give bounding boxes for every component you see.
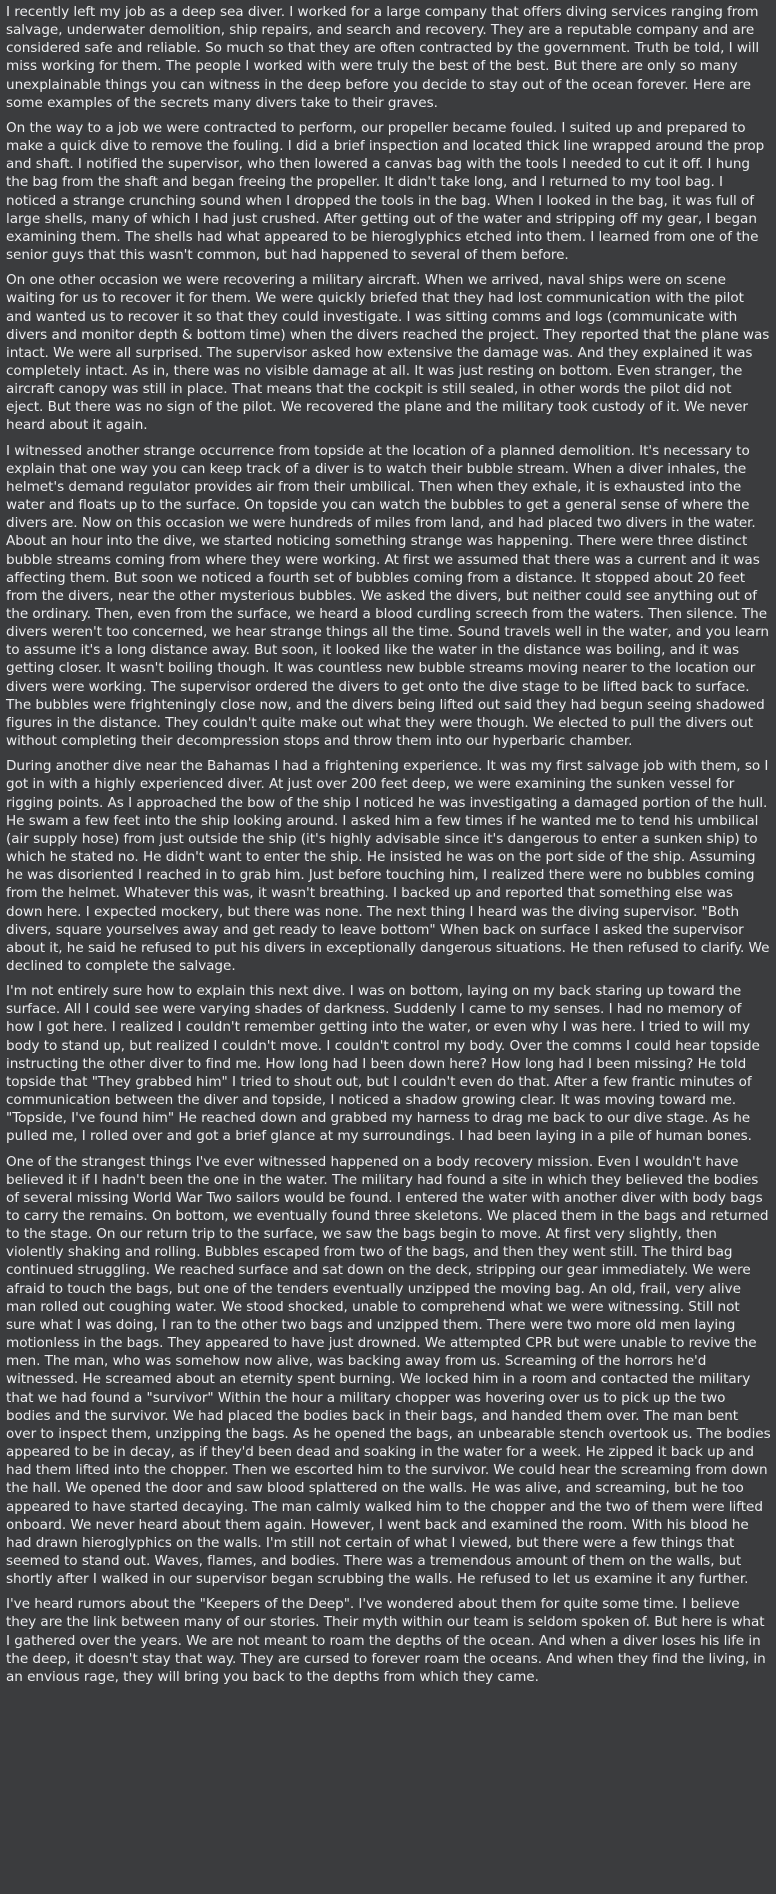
paragraph-intro: I recently left my job as a deep sea diver. I worked for a large company that offers diving services ranging from salvage, underwater demolition, ship repairs, and search and recovery. They are a reputable company and are considered safe and reliable. So much so that they are often contracted by the government. Truth be told, I will miss working for them. The people I worked with were truly the best of the best. But there are only so many unexplainable things you can witness in the deep before you decide to stay out of the ocean forever. Here are some examples of the secrets many divers take to their graves. (6, 4, 760, 111)
paragraph-aircraft: On one other occasion we were recovering a military aircraft. When we arrived, naval ships were on scene waiting for us to recover it for them. We were quickly briefed that they had lost communication with the pilot and wanted us to recover it so that they could investigate. I was sitting comms and logs (communicate with divers and monitor depth & bottom time) when the divers reached the project. They reported that the plane was intact. We were all surprised. The supervisor asked how extensive the damage was. And they explained it was completely intact. As in, there was no visible damage at all. It was just resting on bottom. Even stranger, the aircraft canopy was still in place. That means that the cockpit is still sealed, in other words the pilot did not eject. But there was no sign of the pilot. We recovered the plane and the military took custody of it. We never heard about it again. (6, 272, 770, 434)
paragraph-bubbles: I witnessed another strange occurrence from topside at the location of a planned demolition. It's necessary to explain that one way you can keep track of a diver is to watch their bubble stream. When a diver inhales, the helmet's demand regulator provides air from their umbilical. Then when they exhale, it is exhausted into the water and floats up to the surface. On topside you can watch the bubbles to get a general sense of where the divers are. Now on this occasion we were hundreds of miles from land, and had placed two divers in the water. About an hour into the dive, we started noticing something strange was happening. There were three distinct bubble streams coming from where they were working. At first we assumed that there was a current and it was affecting them. But soon we noticed a fourth set of bubbles coming from a distance. It stopped about 20 feet from the divers, near the other mysterious bubbles. We asked the divers, but neither could see anything out of the ordinary. Then, even from the surface, we heard a blood curdling screech from the waters. Then silence. The divers weren't too concerned, we hear strange things all the time. Sound travels well in the water, and you learn to assume it's a long distance away. But soon, it looked like the water in the distance was boiling, and it was getting closer. It wasn't boiling though. It was countless new bubble streams moving nearer to the location our divers were working. The supervisor ordered the divers to get onto the dive stage to be lifted back to surface. The bubbles were frighteningly close now, and the divers being lifted out said they had begun seeing shadowed figures in the distance. They couldn't quite make out what they were though. We elected to pull the divers out without completing their decompression stops and throw them into our hyperbaric chamber. (6, 442, 769, 750)
paragraph-bahamas: During another dive near the Bahamas I had a frightening experience. It was my first salvage job with them, so I got in with a highly experienced diver. At just over 200 feet deep, we were examining the sunken vessel for rigging points. As I approached the bow of the ship I noticed he was investigating a damaged portion of the hull. He swam a few feet into the ship looking around. I asked him a few times if he wanted me to tend his umbilical (air supply hose) from just outside the ship (it's highly advisable since it's dangerous to enter a sunken ship) to which he stated no. He didn't want to enter the ship. He insisted he was on the port side of the ship. Assuming he was disoriented I reached in to grab him. Just before touching him, I realized there were no bubbles coming from the helmet. Whatever this was, it wasn't breathing. I backed up and reported that something else was down here. I expected mockery, but there was none. The next thing I heard was the diving supervisor. "Both divers, square yourselves away and get ready to leave bottom" When back on surface I asked the supervisor about it, he said he refused to put his divers in exceptionally dangerous situations. He then refused to clarify. We declined to complete the salvage. (6, 758, 770, 974)
paragraph-bones: I'm not entirely sure how to explain this next dive. I was on bottom, laying on my back staring up toward the surface. All I could see were varying shades of darkness. Suddenly I came to my senses. I had no memory of how I got here. I realized I couldn't remember getting into the water, or even why I was here. I tried to will my body to stand up, but realized I couldn't move. I couldn't control my body. Over the comms I could hear topside instructing the other diver to find me. How long had I been down here? How long had I been missing? He told topside that "They grabbed him" I tried to shout out, but I couldn't even do that. After a few frantic minutes of communication between the diver and topside, I noticed a shadow growing clear. It was moving toward me. "Topside, I've found him" He reached down and grabbed my harness to drag me back to our dive stage. As he pulled me, I rolled over and got a brief glance at my surroundings. I had been laying in a pile of human bones. (6, 983, 760, 1145)
paragraph-propeller: On the way to a job we were contracted to perform, our propeller became fouled. I suited up and prepared to make a quick dive to remove the fouling. I did a brief inspection and located thick line wrapped around the prop and shaft. I notified the supervisor, who then lowered a canvas bag with the tools I needed to cut it off. I hung the bag from the shaft and began freeing the propeller. It didn't take long, and I returned to my tool bag. I noticed a strange crunching sound when I dropped the tools in the bag. When I looked in the bag, it was full of large shells, many of which I had just crushed. After getting out of the water and stripping off my gear, I began examining them. The shells had what appeared to be hieroglyphics etched into them. I learned from one of the senior guys that this wasn't common, but had happened to several of them before. (6, 119, 765, 264)
paragraph-keepers: I've heard rumors about the "Keepers of the Deep". I've wondered about them for quite some time. I believe they are the link between many of our stories. Their myth within our team is seldom spoken of. But here is what I gathered over the years. We are not meant to roam the depths of the ocean. And when a diver loses his life in the deep, it doesn't stay that way. They are cursed to forever roam the oceans. And when they find the living, in an envious rage, they will bring you back to the depths from which they came. (6, 1596, 766, 1685)
paragraph-body-recovery: One of the strangest things I've ever witnessed happened on a body recovery mission. Even I wouldn't have believed it if I hadn't been the one in the water. The military had found a site in which they believed the bodies of several missing World War Two sailors would be found. I entered the water with another diver with body bags to carry the remains. On bottom, we eventually found three skeletons. We placed them in the bags and returned to the stage. On our return trip to the surface, we saw the bags begin to move. At first very slightly, then violently shaking and rolling. Bubbles escaped from two of the bags, and then they went still. The third bag continued struggling. We reached surface and sat down on the deck, stripping our gear immediately. We were afraid to touch the bags, but one of the tenders eventually unzipped the moving bag. An old, frail, very alive man rolled out coughing water. We stood shocked, unable to comprehend what we were witnessing. Still not sure what I was doing, I ran to the other two bags and unzipped them. There were two more old men laying motionless in the bags. They appeared to have just drowned. We attempted CPR but were unable to revive the men. The man, who was somehow now alive, was backing away from us. Screaming of the horrors he'd witnessed. He screamed about an eternity spent burning. We locked him in a room and contacted the military that we had found a "survivor" Within the hour a military chopper was hovering over us to pick up the two bodies and the survivor. We had placed the bodies back in their bags, and handed them over. The man bent over to inspect them, unzipping the bags. As he opened the bags, an unbearable stench overtook us. The bodies appeared to be in decay, as if they'd been dead and soaking in the water for a week. He zipped it back up and had them lifted into the chopper. Then we escorted him to the survivor. We could hear the screaming from down the hall. We opened the door and saw blood splattered on the walls. He was alive, and screaming, but he too appeared to have started decaying. The man calmly walked him to the chopper and the two of them were lifted onboard. We never heard about them again. However, I went back and examined the room. With his blood he had drawn hieroglyphics on the walls. I'm still not certain of what I viewed, but there were a few things that seemed to stand out. Waves, flames, and bodies. There was a tremendous amount of them on the walls, but shortly after I walked in our supervisor began scrubbing the walls. He refused to let us examine it any further. (6, 1153, 771, 1588)
